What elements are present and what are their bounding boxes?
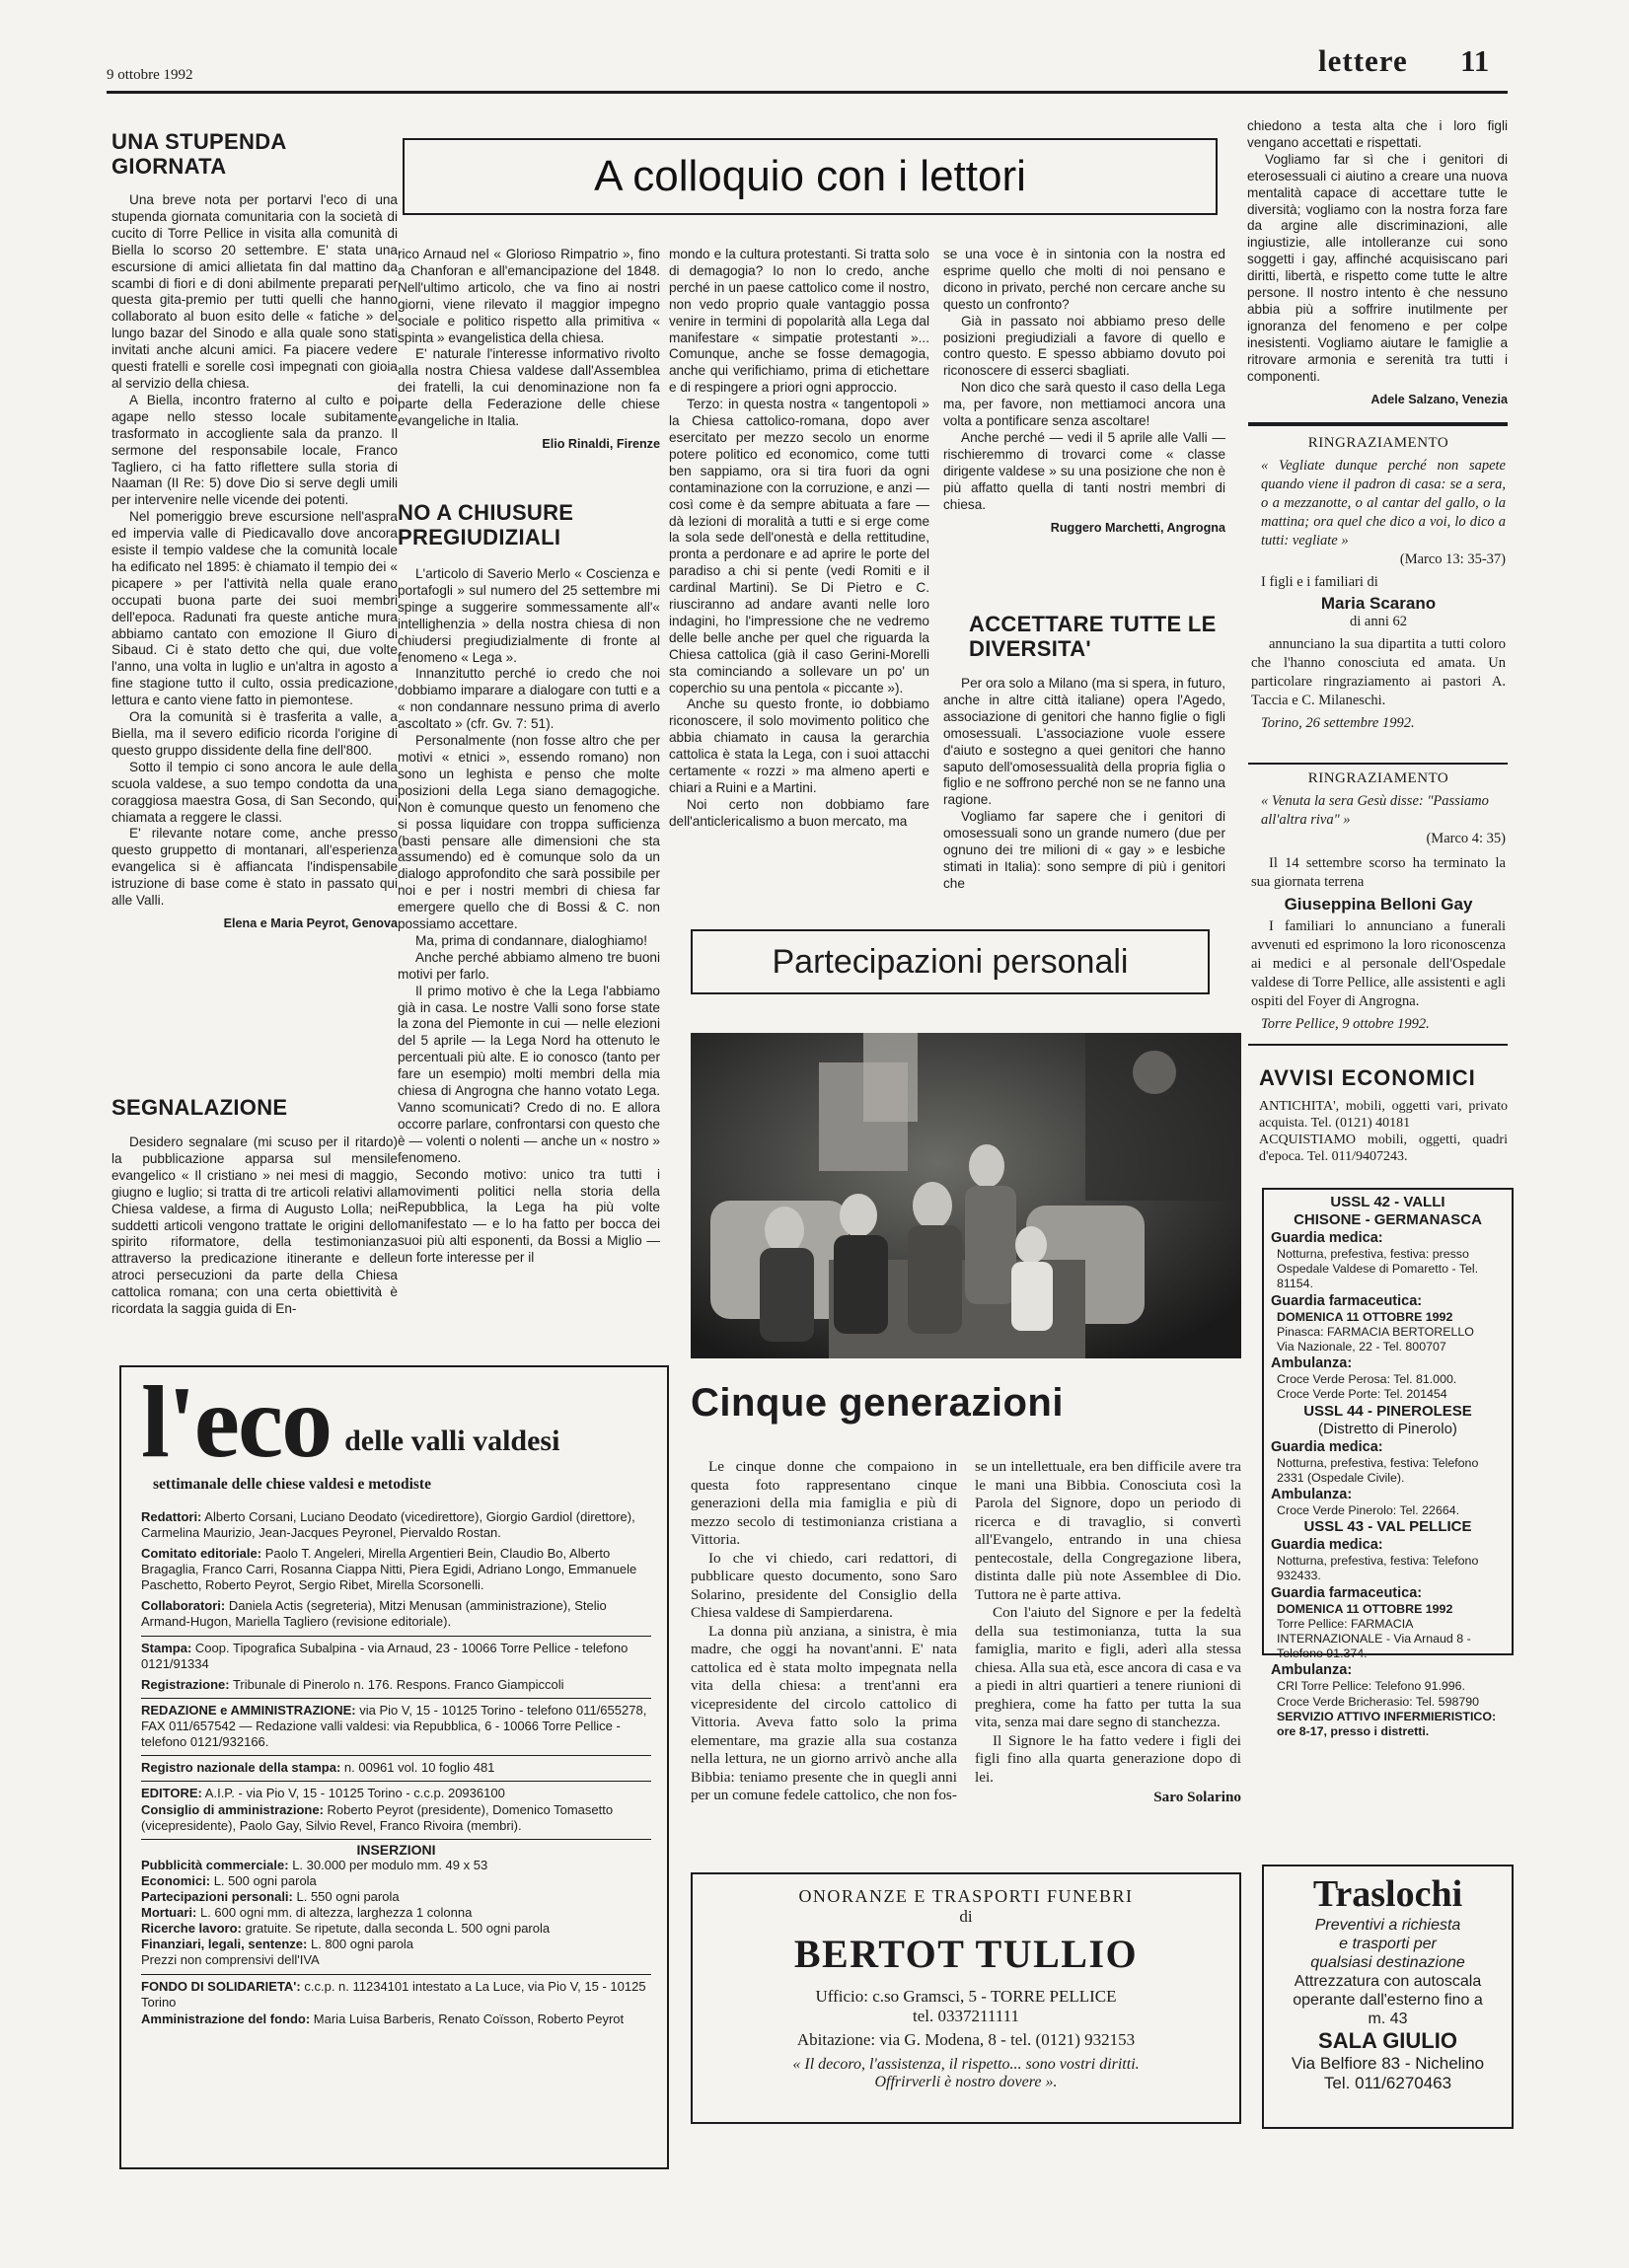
eco-collaboratori	[141, 1598, 651, 1630]
article-body-accettare	[943, 676, 1225, 917]
value: L. 500 ogni parola	[213, 1873, 317, 1888]
value: n. 00961 vol. 10 foglio 481	[343, 1760, 495, 1775]
avvisi-economici-title: AVVISI ECONOMICI	[1259, 1065, 1476, 1090]
death-notice-scarano	[1251, 434, 1506, 733]
guardia-medica-label: Guardia medica:	[1271, 1438, 1383, 1455]
bertot-line1: ONORANZE E TRASPORTI FUNEBRI	[798, 1886, 1134, 1906]
label: Ricerche lavoro:	[141, 1921, 242, 1936]
article-title-cinque-generazioni: Cinque generazioni	[691, 1381, 1064, 1425]
eco-inserzioni-list	[141, 1858, 651, 1968]
divider	[141, 1636, 651, 1637]
article-body-cinque-col1	[691, 1458, 957, 1872]
ussl-44-subtitle: (Distretto di Pinerolo)	[1318, 1420, 1457, 1437]
article-body-no-a-chiusure-end	[943, 247, 1225, 582]
eco-stampa	[141, 1641, 651, 1672]
servizio-infermieristico: SERVIZIO ATTIVO INFERMIERISTICO: ore 8-17, presso i distretti.	[1277, 1709, 1497, 1739]
bertot-name: BERTOT TULLIO	[793, 1932, 1139, 1976]
paragraph: Io che vi chiedo, cari redattori, di pubblicare questo documento, sono Saro Solarino, presidente del Consiglio della Chiesa valdese di Sampierdarena.	[691, 1549, 957, 1621]
bertot-motto-2: Offrirverli è nostro dovere ».	[874, 2074, 1058, 2090]
paragraph: A Biella, incontro fraterno al culto e poi agape nello stesso locale subitamente trasformato in accogliente sala da pranzo. Il sermone del responsabile locale, Franco Tagliero, ci ha fatto riflettere sulla storia di Naaman (II Re: 5) dove Dio si serve degli umili per intervenire nelle vicende dei potenti.	[111, 392, 398, 508]
traslochi-ad	[1262, 1865, 1514, 2129]
value: Roberto Peyrot (presidente), Domenico Tomasetto (vicepresidente), Paolo Gay, Silvio Revel, Franco Rivoira (membri).	[141, 1802, 614, 1833]
notice-place: Torino, 26 settembre 1992.	[1261, 715, 1415, 731]
notice-verse: « Vegliate dunque perché non sapete quando viene il padron di casa: se a sera, o a mezzanotte, o al cantar del gallo, o la mattina; ora quel che dico a voi, lo dico a tutti: vegliate »	[1261, 458, 1506, 549]
farmacia-name: Torre Pellice: FARMACIA INTERNAZIONALE - Via Arnaud 8 - Telefono 91.374.	[1277, 1616, 1471, 1661]
article-title-accettare: ACCETTARE TUTTE LE DIVERSITA'	[969, 612, 1217, 661]
value: Daniela Actis (segreteria), Mitzi Menusan (amministrazione), Stelio Armand-Hugon, Mariella Tagliero (revisione editoriale).	[141, 1598, 607, 1629]
rate-row: Prezzi non comprensivi dell'IVA	[141, 1952, 320, 1967]
notice-name: Giuseppina Belloni Gay	[1284, 895, 1473, 914]
colloquio-banner	[403, 138, 1218, 215]
page-number: 11	[1460, 43, 1490, 78]
ussl-42-title: USSL 42 - VALLI	[1330, 1194, 1445, 1210]
value: Alberto Corsani, Luciano Deodato (vicedirettore), Giorgio Gardiol (direttore), Carmelina Maurizio, Jean-Jacques Peyronel, Piervaldo Rostan.	[141, 1509, 635, 1540]
label: Stampa:	[141, 1641, 192, 1655]
traslochi-line: m. 43	[1368, 2011, 1408, 2027]
guardia-medica-label: Guardia medica:	[1271, 1537, 1383, 1554]
ussl-44-title: USSL 44 - PINEROLESE	[1303, 1402, 1472, 1420]
rate-row	[141, 1873, 651, 1889]
divider	[1248, 1044, 1508, 1046]
paragraph: Con l'aiuto del Signore e per la fedeltà della sua testimonianza, tutta la sua famiglia, marito e figli, aderì alla stessa chiesa. Alla sua età, esce ancora di casa e va a piedi in altri quartieri a tenere riunioni di preghiera, come ha fatto per tutta la sua vita, senza mai dare segno di stanchezza.	[975, 1604, 1241, 1730]
notice-heading: RINGRAZIAMENTO	[1307, 770, 1449, 786]
death-notice-belloni-gay	[1251, 769, 1506, 1034]
paragraph: Ma, prima di condannare, dialoghiamo!	[415, 932, 648, 948]
paragraph: Non dico che sarà questo il caso della Lega ma, per favore, non mettiamoci ancora una volta a pontificare senza ascoltare!	[943, 380, 1225, 429]
signature: Elio Rinaldi, Firenze	[542, 436, 660, 451]
divider	[141, 1839, 651, 1840]
article-body-cinque-col2	[975, 1458, 1241, 1872]
label: FONDO DI SOLIDARIETA':	[141, 1979, 301, 1994]
notice-body: I familiari lo annunciano a funerali avvenuti ed esprimono la loro riconoscenza ai medici e al personale dell'Ospedale valdese di Torre Pellice, alle assistenti e agli ospiti del Foyer di Angrogna.	[1251, 918, 1506, 1009]
family-photo	[691, 1033, 1241, 1358]
article-body-accettare-cont	[1247, 118, 1508, 434]
value: L. 800 ogni parola	[310, 1937, 414, 1951]
colloquio-title: A colloquio con i lettori	[594, 152, 1026, 200]
signature: Ruggero Marchetti, Angrogna	[1050, 520, 1225, 535]
article-body-no-a-chiusure	[398, 566, 660, 1352]
eco-logo-subtitle: delle valli valdesi	[344, 1425, 560, 1457]
paragraph: La donna più anziana, a sinistra, è mia madre, che oggi ha novant'anni. E' nata cattolica ed è stata molto impegnata nella vita della chiesa: a trent'anni era vicepresidente del circolo cattolico di Vittoria. Aveva fatto solo la prima elementare, ma grazie alla sua costanza nella lettura, ne un giorno arrivò anche alla Bibbia: teniamo presente che in quegli anni per un comune fedele cattolico, che non fos-	[691, 1622, 957, 1803]
traslochi-title: Traslochi	[1312, 1873, 1463, 1915]
article-body-una-stupenda	[111, 192, 398, 1061]
paragraph: L'articolo di Saverio Merlo « Coscienza e portafogli » sul numero del 25 settembre mi spinge a suggerire sommessamente all'« intellighenzia » della nostra chiesa di non chiudersi pregiudizialmente di fronte al fenomeno « Lega ».	[398, 566, 660, 665]
eco-redazione	[141, 1703, 651, 1750]
label: Redattori:	[141, 1509, 202, 1524]
notice-age: di anni 62	[1350, 614, 1407, 629]
ambulanza-text: Croce Verde Pinerolo: Tel. 22664.	[1277, 1503, 1460, 1518]
ambulanza-label: Ambulanza:	[1271, 1355, 1353, 1372]
paragraph: Una breve nota per portarvi l'eco di una stupenda giornata comunitaria con la società di cucito di Torre Pellice in visita alla comunità di Biella lo scorso 20 settembre. E' stata una escursione di amici allietata fin dal mattino da scambi di fiori e di doni abilmente preparati per questa gita-premio per tutti quelli che hanno collaborato al buon esito delle « fatiche » del lungo bazar del Sinodo e alla quale sono stati invitati anche alcuni amici. Fa piacere vedere questi fratelli e sorelle così impegnati con gioia al servizio della chiesa.	[111, 192, 398, 391]
notice-name: Maria Scarano	[1320, 594, 1437, 613]
label: Comitato editoriale:	[141, 1546, 262, 1561]
paragraph: se un intellettuale, era ben difficile avere tra le mani una Bibbia. Conosciuta così la Parola del Signore, dopo un periodo di ricerca e di travaglio, si convertì all'Evangelo, entrando in una chiesa pentecostale, della Congregazione libera, distinta dalle più note Assemblee di Dio. Tuttora ne è parte attiva.	[975, 1458, 1241, 1603]
notice-place: Torre Pellice, 9 ottobre 1992.	[1261, 1016, 1430, 1032]
value: L. 550 ogni parola	[296, 1889, 400, 1904]
paragraph: E' rilevante notare come, anche presso questo gruppetto di montanari, all'esperienza evangelica si è affiancata l'indispensabile istruzione di base come è stato in passato qui alle Valli.	[111, 826, 398, 909]
paragraph: Innanzitutto perché io credo che noi dobbiamo imparare a dialogare con tutti e a « non condannare nessuno prima di averlo ascoltato » (cfr. Gv. 7: 51).	[398, 666, 660, 732]
paragraph: chiedono a testa alta che i loro figli vengano accettati e rispettati.	[1247, 118, 1508, 150]
article-title-segnalazione: SEGNALAZIONE	[111, 1095, 288, 1120]
traslochi-tel: Tel. 011/6270463	[1323, 2074, 1452, 2092]
paragraph: Noi certo non dobbiamo fare dell'anticlericalismo a buon mercato, ma	[669, 796, 929, 829]
ambulanza-label: Ambulanza:	[1271, 1487, 1353, 1503]
farmacia-address: Via Nazionale, 22 - Tel. 800707	[1277, 1340, 1446, 1354]
divider	[141, 1698, 651, 1699]
label: Economici:	[141, 1873, 211, 1888]
paragraph: Desidero segnalare (mi scuso per il ritardo) la pubblicazione apparsa sul mensile evangelico « Il cristiano » nei mesi di maggio, giugno e luglio; si tratta di tre articoli relativi alla Chiesa valdese, a firma di Augusto Lolla; nei suddetti articoli vengono trattate le origini dello spirito riformatore, della testimonianza attraverso la predicazione itinerante e delle atroci persecuzioni da parte della Chiesa cattolica romana; con una certa obiettività è ricordata la saggia guida di En-	[111, 1134, 398, 1317]
ussl-box	[1262, 1188, 1514, 1739]
paragraph: Secondo motivo: unico tra tutti i movimenti politici nella storia della Repubblica, la Lega ha più volte manifestato — e lo ha fatto per bocca dei suoi più alti esponenti, da Bossi a Miglio — un forte interesse per il	[398, 1166, 660, 1266]
ambulanza-text: CRI Torre Pellice: Telefono 91.996.	[1277, 1679, 1466, 1694]
traslochi-address: Via Belfiore 83 - Nichelino	[1291, 2054, 1485, 2073]
partecipazioni-title: Partecipazioni personali	[772, 943, 1129, 981]
paragraph: se una voce è in sintonia con la nostra ed esprime quello che molti di noi pensano e dicono in privato, perché non cercare anche su questo un confronto?	[943, 247, 1225, 312]
eco-redattori	[141, 1509, 651, 1541]
paragraph: Nel pomeriggio breve escursione nell'aspra ed impervia valle di Piedicavallo dove ancora esiste il tempio valdese che la comunità locale ha edificato nel 1895: è chiamato il tempio dei « picapere » per l'attività nella quale erano occupati buona parte dei suoi membri dell'epoca. Radunati fra queste antiche mura abbiamo cantato con emozione Il Giuro di Sibaud. Ci è stato detto che qui, due volte l'anno, una volta in luglio e un'altra in agosto a fine stagione tutto il culto, ossia predicazione, lettura e canto viene fatto in piemontese.	[111, 509, 398, 708]
eco-inserzioni-title: INSERZIONI	[356, 1842, 436, 1858]
eco-registrazione	[141, 1677, 651, 1693]
guardia-medica-text: Notturna, prefestiva, festiva: Telefono 2331 (Ospedale Civile).	[1277, 1455, 1479, 1485]
article-body-segnalazione	[111, 1134, 398, 1352]
label: Finanziari, legali, sentenze:	[141, 1937, 308, 1951]
bertot-line2: di	[959, 1907, 973, 1926]
page-date: 9 ottobre 1992	[107, 67, 193, 83]
paragraph: Anche perché abbiamo almeno tre buoni motivi per farlo.	[398, 949, 660, 982]
ussl-42-subtitle: CHISONE - GERMANASCA	[1294, 1211, 1482, 1228]
notice-body: annunciano la sua dipartita a tutti coloro che l'hanno conosciuta ed amata. Un particolare ringraziamento ai pastori A. Taccia e C. Milaneschi.	[1251, 636, 1506, 708]
rate-row	[141, 1858, 651, 1873]
label: Registrazione:	[141, 1677, 230, 1692]
traslochi-name: SALA GIULIO	[1318, 2028, 1457, 2053]
ambulanza-text: Croce Verde Perosa: Tel. 81.000.	[1277, 1372, 1457, 1387]
notice-intro: Il 14 settembre scorso ha terminato la sua giornata terrena	[1251, 855, 1506, 890]
notice-verse: « Venuta la sera Gesù disse: "Passiamo all'altra riva" »	[1261, 793, 1489, 828]
paragraph: Il primo motivo è che la Lega l'abbiamo già in casa. Le nostre Valli sono forse state la zona del Piemonte in cui — nelle elezioni del 5 aprile — la Lega Nord ha ottenuto le percentuali più alte. E io conosco (tanto per fare un esempio) molti membri della mia chiesa di Angrogna che hanno votato Lega. Vanno scomunicati? Credo di no. E allora occorre parlare, confrontarsi con questo che è — volenti o nolenti — anche un « nostro » fenomeno.	[398, 983, 660, 1165]
article-body-segnalazione-cont	[398, 247, 660, 478]
section-title: lettere	[1318, 43, 1408, 78]
guardia-medica-label: Guardia medica:	[1271, 1230, 1383, 1246]
signature: Adele Salzano, Venezia	[1370, 392, 1508, 406]
bertot-motto-1: « Il decoro, l'assistenza, il rispetto... sono vostri diritti.	[792, 2056, 1140, 2073]
value: Maria Luisa Barberis, Renato Coïsson, Roberto Peyrot	[313, 2012, 625, 2026]
paragraph: Già in passato noi abbiamo preso delle posizioni pregiudiziali a favore di quello e contro questo. E spesso abbiamo dovuto poi riconoscere di esserci sbagliati.	[943, 313, 1225, 379]
article-body-no-a-chiusure-cont	[669, 247, 929, 917]
rate-row	[141, 1889, 651, 1905]
paragraph: Ora la comunità si è trasferita a valle, a Biella, ma il severo edificio ricorda l'origine di questo gruppo dissidente della fine dell'800.	[111, 709, 398, 758]
traslochi-line: e trasporti per	[1339, 1936, 1437, 1952]
signature: Elena e Maria Peyrot, Genova	[223, 915, 398, 930]
classified-ad: ANTICHITA', mobili, oggetti vari, privato acquista. Tel. (0121) 40181	[1259, 1099, 1508, 1131]
value: Coop. Tipografica Subalpina - via Arnaud, 23 - 10066 Torre Pellice - telefono 0121/91334	[141, 1641, 629, 1671]
label: EDITORE:	[141, 1786, 202, 1800]
divider	[141, 1974, 651, 1975]
value: c.c.p. n. 11234101 intestato a La Luce, via Pio V, 15 - 10125 Torino	[141, 1979, 646, 2010]
notice-intro: I figli e i familiari di	[1261, 574, 1378, 590]
guardia-farmaceutica-label: Guardia farmaceutica:	[1271, 1292, 1423, 1309]
paragraph: E' naturale l'interesse informativo rivolto alla nostra Chiesa valdese dall'Assemblea dei fratelli, la cui denominazione non fa parte della Federazione delle chiese evangeliche in Italia.	[398, 346, 660, 429]
guardia-medica-text: Notturna, prefestiva, festiva: presso Ospedale Valdese di Pomaretto - Tel. 81154.	[1277, 1247, 1479, 1291]
paragraph: Per ora solo a Milano (ma si spera, in futuro, anche in altre città italiane) opera l'Agedo, associazione di genitori che hanno figlie o figli omosessuali. L'associazione vuole essere d'aiuto e sostegno a quei genitori che hanno saputo dell'omosessualità della propria figlia o figlio e ne soffrono perché non se ne fanno una ragione.	[943, 676, 1225, 808]
label: Amministrazione del fondo:	[141, 2012, 311, 2026]
value: L. 30.000 per modulo mm. 49 x 53	[292, 1858, 488, 1872]
paragraph: Le cinque donne che compaiono in questa foto rappresentano cinque generazioni della mia famiglia e più di mezzo secolo di testimonianza cristiana a Vittoria.	[691, 1458, 957, 1548]
paragraph: Vogliamo far sapere che i genitori di omosessuali sono un grande numero (due per ognuno dei tre milioni di « gay » e lesbiche stimati in Italia): sono sempre di più i genitori che	[943, 809, 1225, 891]
label: Consiglio di amministrazione:	[141, 1802, 324, 1817]
notice-verse-ref: (Marco 4: 35)	[1426, 831, 1506, 846]
paragraph: rico Arnaud nel « Glorioso Rimpatrio », fino a Chanforan e all'emancipazione del 1848. Nell'ultimo articolo, che va fino ai nostri giorni, viene rilevato il maggior impegno sociale e politico rispetto alla primitiva « spinta » evangelistica della chiesa.	[398, 247, 660, 345]
bertot-ufficio: Ufficio: c.so Gramsci, 5 - TORRE PELLICE	[815, 1987, 1117, 2006]
guardia-medica-text: Notturna, prefestiva, festiva: Telefono 932433.	[1277, 1554, 1479, 1583]
ambulanza-label: Ambulanza:	[1271, 1662, 1353, 1679]
family-photo-image	[691, 1033, 1241, 1358]
ambulanza-text: Croce Verde Bricherasio: Tel. 598790	[1277, 1694, 1480, 1709]
notice-heading: RINGRAZIAMENTO	[1307, 435, 1449, 451]
eco-tagline: settimanale delle chiese valdesi e metodiste	[153, 1476, 431, 1493]
eco-logo: l'eco	[141, 1365, 332, 1479]
value: gratuite. Se ripetute, dalla seconda L. 500 ogni parola	[245, 1921, 551, 1936]
paragraph: Anche su questo fronte, io dobbiamo riconoscere, il solo movimento politico che abbia chiamato in causa la gerarchia cattolica è stata la Lega, con i suoi attacchi certamente « rozzi » ma almeno aperti e chiari a Ruini e a Martini.	[669, 696, 929, 795]
bertot-tel: tel. 0337211111	[913, 2007, 1019, 2025]
label: Registro nazionale della stampa:	[141, 1760, 341, 1775]
paragraph: Terzo: in questa nostra « tangentopoli » la Chiesa cattolico-romana, dopo aver esercitato per mezzo secolo un enorme potere politico ed economico, come tutti ben sappiamo, ora si tira fuori da ogni contaminazione con la corruzione, e anzi — così come è da sempre abituata a fare — dà lezioni di moralità a tutti e si erge come la sola sede dell'onestà e della rettitudine, pronta a perdonare e ad aprire le porte del paradiso a chi si pente (vedi Romiti e il cardinal Martini). Se Di Pietro e C. riusciranno ad andare avanti nelle loro indagini, ho l'impressione che ne vedremo delle belle anche per quel che riguarda la Chiesa cattolica (già il caso Gerini-Morelli sta cominciando a sollevare un po' un coperchio su una pentola « piccante »).	[669, 397, 929, 695]
value: via Pio V, 15 - 10125 Torino - telefono 011/655278, FAX 011/657542 — Redazione valli valdesi: via Repubblica, 6 - 10066 Torre Pellice - telefono 0121/932166.	[141, 1703, 647, 1749]
paragraph: Anche perché — vedi il 5 aprile alle Valli — rischieremmo di trovarci come « classe dirigente valdese » su una posizione che non è più affatto quella di tanti nostri membri di chiesa.	[943, 429, 1225, 512]
eco-registro-nazionale	[141, 1760, 651, 1776]
divider	[1248, 763, 1508, 765]
label: REDAZIONE e AMMINISTRAZIONE:	[141, 1703, 356, 1718]
eco-editore	[141, 1786, 651, 1801]
article-title-no-a-chiusure: NO A CHIUSURE PREGIUDIZIALI	[398, 500, 574, 549]
eco-colophon-box	[119, 1365, 669, 2169]
paragraph: Vogliamo far sì che i genitori di eterosessuali ci aiutino a creare una nuova mentalità capace di accettare tutte le diversità; vogliamo con la nostra forza fare da argine alle discriminazioni, alle ingiustizie, alle intolleranze cui sono soggetti i gay, affinché acquisiscano pari diritti, libertà, e rispetto come tutte le altre persone. Il nostro intento è che nessuno abbia più a soffrire inutilmente per ignoranza del fenomeno e per colpe inesistenti. Vogliamo aiutare le famiglie a ritrovare armonia e serenità tra tutti i componenti.	[1247, 151, 1508, 384]
ussl-43-title: USSL 43 - VAL PELLICE	[1303, 1518, 1472, 1536]
paragraph: Personalmente (non fosse altro che per motivi « etnici », essendo romano) non sono un leghista e penso che molte posizioni della Lega siano demagogiche. Non è comunque questo un fenomeno che si possa liquidare con troppa sufficienza (basti pensare alle dimensioni che sta assumendo) ed è comunque solo da un dialogo approfondito che sarà possibile per noi e per i nostri membri di chiesa far emergere quello che di Bossi & C. non possiamo accettare.	[398, 733, 660, 932]
classified-ad: ACQUISTIAMO mobili, oggetti, quadri d'epoca. Tel. 011/9407243.	[1259, 1133, 1508, 1164]
guardia-farmaceutica-label: Guardia farmaceutica:	[1271, 1584, 1423, 1601]
paragraph: Sotto il tempio ci sono ancora le aule della scuola valdese, a suo tempo condotta da una coraggiosa maestra Gosa, di San Secondo, qui chiamata a reggere le classi.	[111, 759, 398, 825]
value: Tribunale di Pinerolo n. 176. Respons. Franco Giampiccoli	[232, 1677, 564, 1692]
label: Partecipazioni personali:	[141, 1889, 293, 1904]
paragraph: mondo e la cultura protestanti. Si tratta solo di demagogia? Io non lo credo, anche perché in un paese cattolico come il nostro, non vedo proprio quale vantaggio possa venire in termini di popolarità alla Lega dal manifestare « simpatie protestanti »... Comunque, anche se fosse demagogia, anche qui verifichiamo, prima di etichettare e di respingere a priori ogni approccio.	[669, 247, 929, 396]
rate-row	[141, 1921, 651, 1937]
traslochi-line: operante dall'esterno fino a	[1293, 1992, 1483, 2009]
eco-logo-row	[141, 1365, 651, 1479]
farmacia-date: DOMENICA 11 OTTOBRE 1992	[1277, 1309, 1453, 1324]
avvisi-economici-body	[1259, 1098, 1508, 1165]
traslochi-line: Preventivi a richiesta	[1314, 1917, 1461, 1934]
label: Mortuari:	[141, 1905, 197, 1920]
eco-fondo-amministrazione	[141, 2012, 651, 2027]
notice-verse-ref: (Marco 13: 35-37)	[1399, 551, 1506, 567]
divider	[1248, 422, 1508, 426]
rate-row	[141, 1937, 651, 1952]
eco-consiglio	[141, 1802, 651, 1834]
article-title-una-stupenda: UNA STUPENDA GIORNATA	[111, 129, 286, 179]
value: A.I.P. - via Pio V, 15 - 10125 Torino - c.c.p. 20936100	[204, 1786, 505, 1800]
farmacia-name: Pinasca: FARMACIA BERTORELLO	[1277, 1324, 1474, 1339]
divider	[141, 1755, 651, 1756]
label: Pubblicità commerciale:	[141, 1858, 289, 1872]
value: L. 600 ogni mm. di altezza, larghezza 1 colonna	[199, 1905, 473, 1920]
divider	[141, 1781, 651, 1782]
rate-row	[141, 1905, 651, 1921]
partecipazioni-banner	[691, 929, 1210, 994]
eco-comitato	[141, 1546, 651, 1593]
traslochi-line: qualsiasi destinazione	[1310, 1954, 1465, 1971]
masthead-rule	[107, 91, 1508, 94]
traslochi-line: Attrezzatura con autoscala	[1294, 1973, 1482, 1990]
bertot-abitazione: Abitazione: via G. Modena, 8 - tel. (0121) 932153	[796, 2030, 1136, 2049]
signature: Saro Solarino	[1153, 1789, 1241, 1805]
value: Paolo T. Angeleri, Mirella Argentieri Bein, Claudio Bo, Alberto Bragaglia, Franco Carri, Rosanna Ciappa Nitti, Piera Egidi, Adriano Longo, Emmanuele Paschetto, Roberto Peyrot, Sergio Ribet, Mirella Scorsonelli.	[141, 1546, 637, 1592]
label: Collaboratori:	[141, 1598, 226, 1613]
paragraph: Il Signore le ha fatto vedere i figli dei figli fino alla quarta generazione dopo di lei.	[975, 1731, 1241, 1786]
ambulanza-text: Croce Verde Porte: Tel. 201454	[1277, 1387, 1447, 1402]
bertot-tullio-ad	[691, 1872, 1241, 2124]
farmacia-date: DOMENICA 11 OTTOBRE 1992	[1277, 1601, 1453, 1616]
eco-fondo	[141, 1979, 651, 2011]
